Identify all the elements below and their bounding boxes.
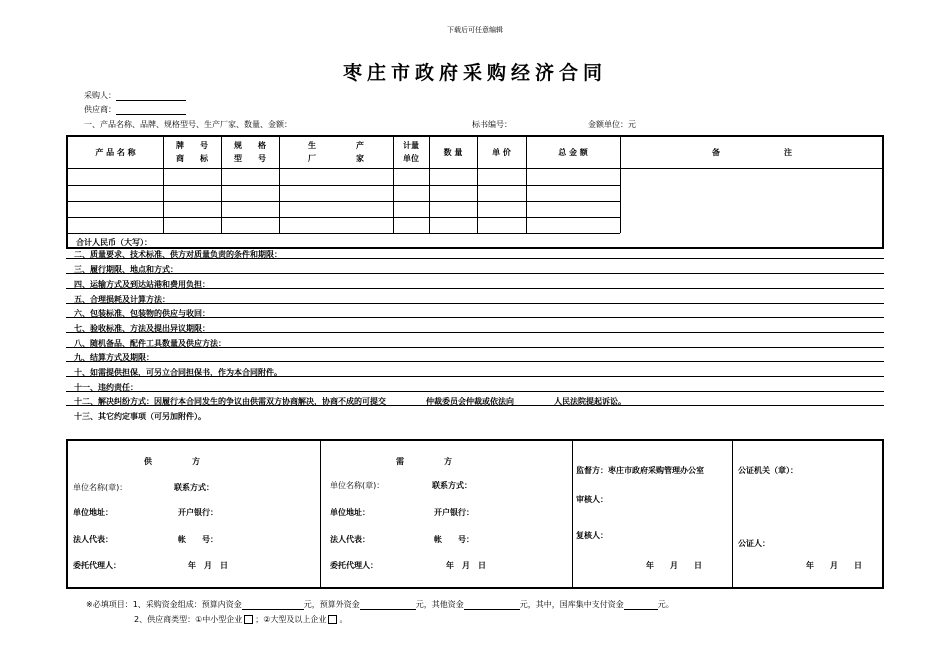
demand-legal-rep[interactable]: 法人代表： [330, 535, 370, 544]
clause-3: 三、履行期限、地点和方式： [74, 265, 178, 274]
demand-unit-name[interactable]: 单位名称(章)： [330, 481, 385, 490]
demand-address[interactable]: 单位地址： [330, 508, 370, 517]
purchaser-blank[interactable] [116, 92, 186, 101]
clause-line [66, 376, 884, 377]
supply-unit-name[interactable]: 单位名称(章)： [73, 483, 128, 492]
line2-end: 。 [339, 615, 348, 624]
treasury-blank[interactable] [624, 601, 658, 610]
notary-person[interactable]: 公证人： [738, 539, 770, 548]
demand-contact[interactable]: 联系方式： [432, 481, 472, 490]
demand-date[interactable]: 年 月 日 [446, 561, 486, 570]
unit-label: 单位 [403, 154, 419, 163]
clause-line [66, 273, 884, 274]
demand-title: 需 方 [396, 457, 452, 466]
supervisor-date[interactable]: 年 月 日 [646, 561, 702, 570]
box-divider [320, 441, 321, 587]
clause-line [66, 332, 884, 333]
clause-9: 九、结算方式及期限： [74, 353, 154, 362]
clause-12: 十二、解决纠纷方式：因履行本合同发生的争议由供需双方协商解决，协商不成的可提交 仲裁委员会仲裁或依法向 人民法院提起诉讼。 [74, 397, 626, 406]
clause-2: 二、质量要求、技术标准、供方对质量负责的条件和期限： [74, 250, 282, 259]
clause-8: 八、随机备品、配件工具数量及供应方法： [74, 339, 226, 348]
col-header-quantity: 数 量 [443, 148, 463, 157]
supply-bank[interactable]: 开户银行： [178, 508, 218, 517]
clause-line [66, 361, 884, 362]
col-header-remark: 备 注 [712, 148, 792, 157]
col-header-product-name: 产 品 名 称 [95, 148, 136, 157]
col-header-total: 总 金 额 [558, 148, 588, 157]
large-enterprise-checkbox[interactable] [328, 615, 337, 624]
col-header-spec [221, 139, 279, 165]
clause-4: 四、运输方式及到达站港和费用负担： [74, 280, 210, 289]
clause-5: 五、合理损耗及计算方法： [74, 295, 170, 304]
notary-label: 公证机关（章）： [738, 466, 798, 475]
supervisor-label: 监督方：枣庄市政府采购管理办公室 [576, 466, 704, 475]
demand-agent[interactable]: 委托代理人： [330, 561, 378, 570]
produce-label: 生 产 [308, 141, 364, 150]
table-header-divider [68, 168, 884, 169]
clause-line [66, 258, 884, 259]
table-row-line [68, 217, 620, 218]
supplier-field[interactable] [84, 104, 186, 115]
footer-line-1 [86, 599, 674, 610]
factory-label: 厂 家 [308, 154, 364, 163]
clause-11: 十一、违约责任： [74, 383, 138, 392]
box-divider [572, 441, 573, 587]
supply-account[interactable]: 帐 号： [178, 535, 218, 544]
supplier-label: 供应商： [84, 105, 116, 114]
col-header-brand [163, 139, 221, 165]
brand-label: 牌 号 [176, 141, 208, 150]
model-label: 型 号 [234, 154, 266, 163]
table-row-line [68, 185, 620, 186]
table-row-line [68, 201, 620, 202]
footer-line-2 [134, 614, 347, 625]
clause-13: 十三、其它约定事项（可另加附件）。 [74, 412, 206, 421]
treasury-label: 元，其中，国库集中支付资金 [519, 600, 624, 609]
col-header-manufacturer [279, 139, 393, 165]
other-funds-blank[interactable] [464, 601, 520, 610]
clause-line [66, 317, 884, 318]
product-table [66, 135, 884, 249]
supply-title: 供 方 [144, 457, 200, 466]
supply-agent[interactable]: 委托代理人： [73, 561, 121, 570]
supervisor-rechecker[interactable]: 复核人： [576, 531, 608, 540]
box-divider [732, 441, 733, 587]
notary-date[interactable]: 年 月 日 [806, 561, 862, 570]
supervisor-reviewer[interactable]: 审核人： [576, 495, 608, 504]
bid-number-label: 标书编号： [472, 120, 512, 129]
purchaser-label: 采购人： [84, 91, 116, 100]
clause-line [66, 347, 884, 348]
extra-budget-label: 元，预算外资金 [303, 600, 360, 609]
clause-line [66, 303, 884, 304]
clause-line [66, 391, 884, 392]
supply-legal-rep[interactable]: 法人代表： [73, 535, 113, 544]
signature-box [66, 439, 884, 589]
header-note: 下载后可任意编辑 [447, 26, 503, 34]
clause-line [66, 405, 884, 406]
other-funds-label: 元，其他资金 [415, 600, 464, 609]
yuan-end-label: 元。 [657, 600, 674, 609]
col-header-unit [393, 139, 429, 165]
demand-account[interactable]: 帐 号： [434, 535, 474, 544]
supplier-type-label: 2、供应商类型：①中小型企业 [134, 615, 243, 624]
sme-checkbox[interactable] [244, 615, 253, 624]
clause-7: 七、验收标准、方法及提出异议期限： [74, 324, 210, 333]
measure-label: 计量 [403, 141, 419, 150]
supplier-blank[interactable] [116, 106, 186, 115]
funds-label: ※必填项目：1、采购资金组成：预算内资金 [86, 600, 242, 609]
supply-contact[interactable]: 联系方式： [174, 483, 214, 492]
supply-address[interactable]: 单位地址： [73, 508, 113, 517]
total-rmb-label: 合计人民币（大写）： [76, 238, 152, 247]
supply-date[interactable]: 年 月 日 [188, 561, 228, 570]
extra-budget-blank[interactable] [360, 601, 416, 610]
amount-unit-label: 金额单位：元 [588, 120, 636, 129]
section1-label: 一、产品名称、品牌、规格型号、生产厂家、数量、金额： [84, 120, 292, 129]
demand-bank[interactable]: 开户银行： [434, 508, 474, 517]
trademark-label: 商 标 [176, 154, 208, 163]
table-row-line [68, 233, 620, 234]
clause-10: 十、如需提供担保，可另立合同担保书，作为本合同附件。 [74, 368, 282, 377]
spec-label: 规 格 [234, 141, 266, 150]
budget-funds-blank[interactable] [242, 601, 304, 610]
col-header-price: 单 价 [492, 148, 511, 157]
purchaser-field[interactable] [84, 90, 186, 101]
large-enterprise-label: ；②大型及以上企业 [255, 615, 327, 624]
clause-6: 六、包装标准、包装物的供应与收回： [74, 309, 210, 318]
clause-line [66, 288, 884, 289]
contract-title: 枣庄市政府采购经济合同 [342, 62, 607, 84]
